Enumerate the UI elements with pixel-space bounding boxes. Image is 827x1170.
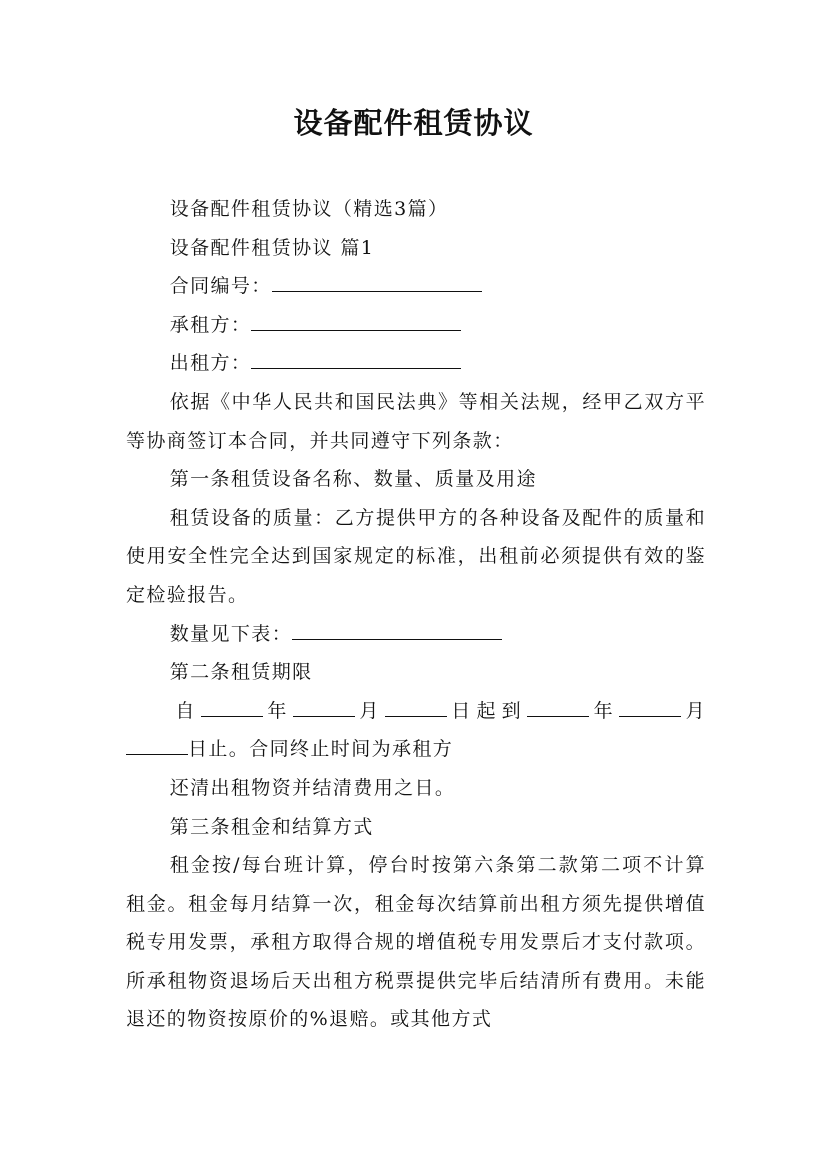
end-year-label: 年 <box>588 699 619 722</box>
lessor-line <box>126 344 706 383</box>
lessee-label: 承租方： <box>169 313 252 336</box>
clause-two-heading: 第二条租赁期限 <box>169 661 313 684</box>
clause-one-heading: 第一条租赁设备名称、数量、质量及用途 <box>169 468 537 491</box>
start-day-blank <box>385 696 447 717</box>
contract-number-line <box>126 267 706 306</box>
start-month-blank <box>293 696 355 717</box>
paragraph-preamble: 依据《中华人民共和国民法典》等相关法规，经甲乙双方平等协商签订本合同，并共同遵守下列条款： <box>126 390 706 452</box>
end-day-blank <box>126 734 188 755</box>
paragraph-equipment-quality: 租赁设备的质量：乙方提供甲方的各种设备及配件的质量和使用安全性完全达到国家规定的标准，出租前必须提供有效的鉴定检验报告。 <box>126 506 706 606</box>
paragraph-rent-settlement: 租金按/每台班计算，停台时按第六条第二款第二项不计算租金。租金每月结算一次，租金每次结算前出租方须先提供增值税专用发票，承租方取得合规的增值税专用发票后才支付款项。所承租物资退场后天出租方税票提供完毕后结清所有费用。未能退还的物资按原价的%退赔。或其他方式 <box>126 854 706 1031</box>
clause-three-heading: 第三条租金和结算方式 <box>169 815 374 838</box>
paragraph-heading: 设备配件租赁协议（精选3篇） <box>169 198 449 220</box>
end-year-blank <box>527 696 589 717</box>
paragraph-termination: 还清出租物资并结清费用之日。 <box>169 776 456 799</box>
lessee-line <box>126 306 706 345</box>
quantity-label: 数量见下表： <box>169 622 293 645</box>
start-year-label: 年 <box>262 699 293 722</box>
document-title: 设备配件租赁协议 <box>293 106 534 140</box>
quantity-blank <box>292 619 502 640</box>
lessor-blank <box>251 348 461 369</box>
lessee-blank <box>251 310 461 331</box>
end-day-label: 日止。合同终止时间为承租方 <box>188 738 454 761</box>
paragraph-article-title: 设备配件租赁协议 篇1 <box>169 236 375 259</box>
lessor-label: 出租方： <box>169 352 252 375</box>
lease-period-line <box>126 692 706 769</box>
end-month-label: 月 <box>680 699 706 722</box>
document-body <box>126 190 706 1039</box>
contract-number-blank <box>272 271 482 292</box>
end-month-blank <box>619 696 681 717</box>
contract-number-label: 合同编号： <box>169 275 272 298</box>
date-from-label: 自 <box>175 699 201 722</box>
start-month-label: 月 <box>354 699 385 722</box>
start-year-blank <box>201 696 263 717</box>
quantity-line <box>126 615 706 654</box>
start-day-label: 日起到 <box>446 699 527 722</box>
